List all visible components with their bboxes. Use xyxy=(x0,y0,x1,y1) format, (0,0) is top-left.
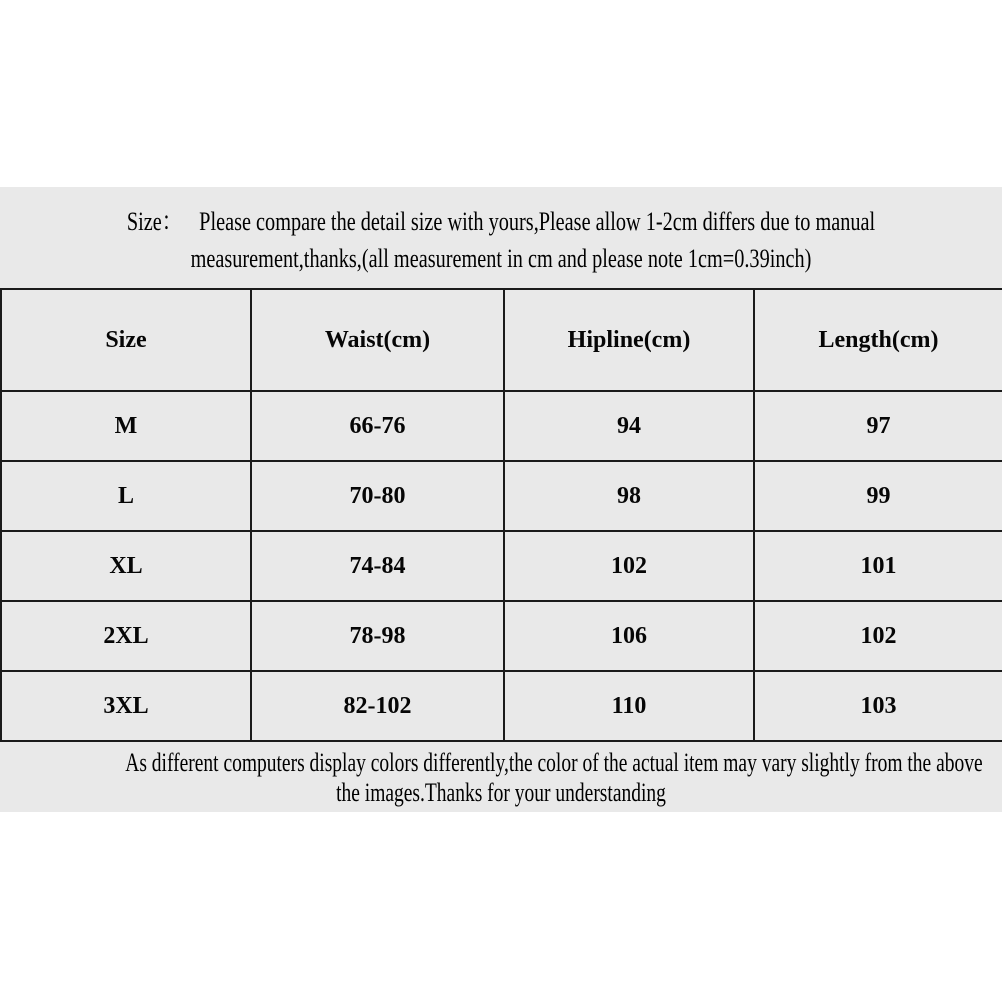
table-row-2xl xyxy=(1,601,1002,671)
column-header-length: Length(cm) xyxy=(754,289,1002,391)
column-header-hipline: Hipline(cm) xyxy=(504,289,754,391)
cell-length: 101 xyxy=(754,531,1002,601)
cell-size: XL xyxy=(1,531,251,601)
table-row-3xl xyxy=(1,671,1002,741)
disclaimer-line2: the images.Thanks for your understanding xyxy=(336,778,666,807)
size-note-line1-text: Please compare the detail size with yours,Please allow 1-2cm differs due to manual xyxy=(199,207,876,236)
cell-size: 3XL xyxy=(1,671,251,741)
cell-size: L xyxy=(1,461,251,531)
cell-size: 2XL xyxy=(1,601,251,671)
table-row-l xyxy=(1,461,1002,531)
cell-waist: 66-76 xyxy=(251,391,504,461)
table-header-row xyxy=(1,289,1002,391)
cell-waist: 78-98 xyxy=(251,601,504,671)
cell-waist: 70-80 xyxy=(251,461,504,531)
cell-waist: 82-102 xyxy=(251,671,504,741)
cell-hipline: 106 xyxy=(504,601,754,671)
column-header-waist: Waist(cm) xyxy=(251,289,504,391)
disclaimer-line1: As different computers display colors differently,the color of the actual item may vary slightly from the above xyxy=(125,748,983,777)
cell-length: 97 xyxy=(754,391,1002,461)
size-note-line2: measurement,thanks,(all measurement in cm and please note 1cm=0.39inch) xyxy=(190,244,812,273)
table-row-m xyxy=(1,391,1002,461)
cell-length: 102 xyxy=(754,601,1002,671)
cell-hipline: 102 xyxy=(504,531,754,601)
column-header-size: Size xyxy=(1,289,251,391)
size-note-band xyxy=(0,187,1002,288)
cell-length: 103 xyxy=(754,671,1002,741)
color-disclaimer-band xyxy=(0,742,1002,812)
cell-hipline: 98 xyxy=(504,461,754,531)
cell-size: M xyxy=(1,391,251,461)
size-table xyxy=(0,288,1002,742)
cell-waist: 74-84 xyxy=(251,531,504,601)
cell-length: 99 xyxy=(754,461,1002,531)
cell-hipline: 110 xyxy=(504,671,754,741)
size-note-label: Size： xyxy=(126,207,183,236)
table-row-xl xyxy=(1,531,1002,601)
cell-hipline: 94 xyxy=(504,391,754,461)
size-note-line1 xyxy=(110,203,892,240)
